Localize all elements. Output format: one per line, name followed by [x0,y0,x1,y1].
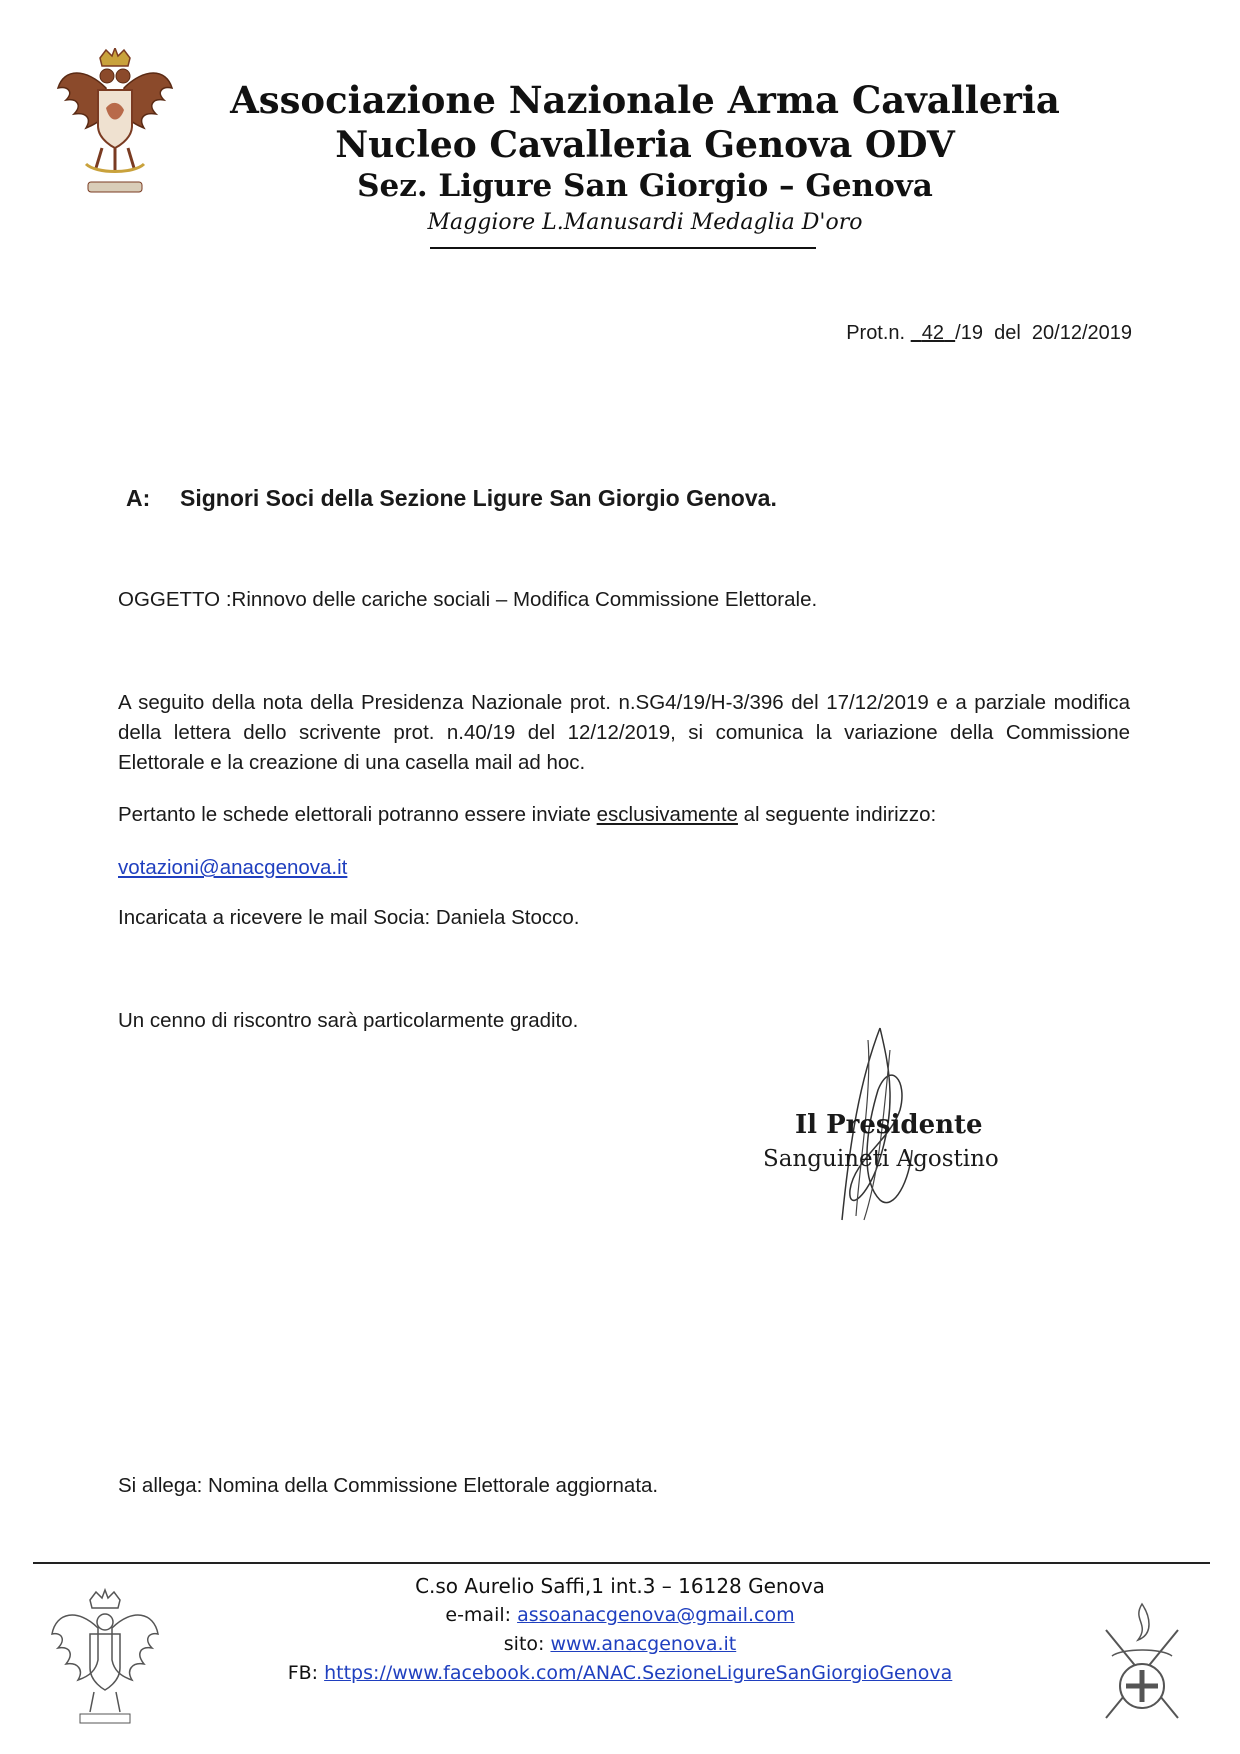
protocol-line [846,322,1132,345]
protocol-prefix: Prot.n. [846,322,906,344]
subject-line: OGGETTO :Rinnovo delle cariche sociali – Modifica Commissione Elettorale. [118,588,818,611]
association-name: Associazione Nazionale Arma Cavalleria [230,78,1060,122]
signatory-title: Il Presidente [795,1110,983,1140]
eagle-emblem-icon [50,1588,160,1728]
footer-fb-line: FB: https://www.facebook.com/ANAC.SezioneLigureSanGiorgioGenova [287,1662,953,1684]
recipient-text: Signori Soci della Sezione Ligure San Giorgio Genova. [180,485,777,511]
voting-email-link[interactable]: votazioni@anacgenova.it [118,856,348,879]
closing-line: Un cenno di riscontro sarà particolarmente gradito. [118,1009,579,1032]
attachment-line: Si allega: Nomina della Commissione Elettorale aggiornata. [118,1474,659,1497]
exclusively-emphasis: esclusivamente [596,803,738,826]
footer-email-link[interactable]: assoanacgenova@gmail.com [517,1604,795,1626]
eagle-crest-icon [56,48,174,198]
section-dedication: Maggiore L.Manusardi Medaglia D'oro [427,210,863,235]
section-name: Sez. Ligure San Giorgio – Genova [357,168,933,204]
recipient-label: A: [126,485,151,511]
instruction-paragraph: Pertanto le schede elettorali potranno essere inviate esclusivamente al seguente indirizzo: [118,803,937,826]
header-divider [430,247,816,249]
footer-address: C.so Aurelio Saffi,1 int.3 – 16128 Genova [415,1574,825,1598]
body-paragraph: A seguito della nota della Presidenza Nazionale prot. n.SG4/19/H-3/396 del 17/12/2019 e a parziale modifica della lettera dello scrivente prot. n.40/19 del 12/12/2019, si comunica la variazione della Commissione Elettorale e la creazione di una casella mail ad hoc. [118,691,1130,774]
footer-site-link[interactable]: www.anacgenova.it [550,1633,737,1655]
footer-email-line: e-mail: assoanacgenova@gmail.com [445,1604,795,1626]
recipient-line [126,485,777,512]
footer-facebook-link[interactable]: https://www.facebook.com/ANAC.SezioneLigureSanGiorgioGenova [324,1662,953,1684]
protocol-suffix: /19 del 20/12/2019 [955,322,1132,344]
cavalry-badge-icon [1092,1600,1192,1730]
protocol-number: 42 [921,322,945,344]
signatory-name: Sanguineti Agostino [763,1146,999,1172]
footer-divider [33,1562,1210,1564]
footer-site-line: sito: www.anacgenova.it [503,1633,737,1655]
nucleus-name: Nucleo Cavalleria Genova ODV [335,124,955,166]
assigned-member-line: Incaricata a ricevere le mail Socia: Daniela Stocco. [118,906,580,929]
